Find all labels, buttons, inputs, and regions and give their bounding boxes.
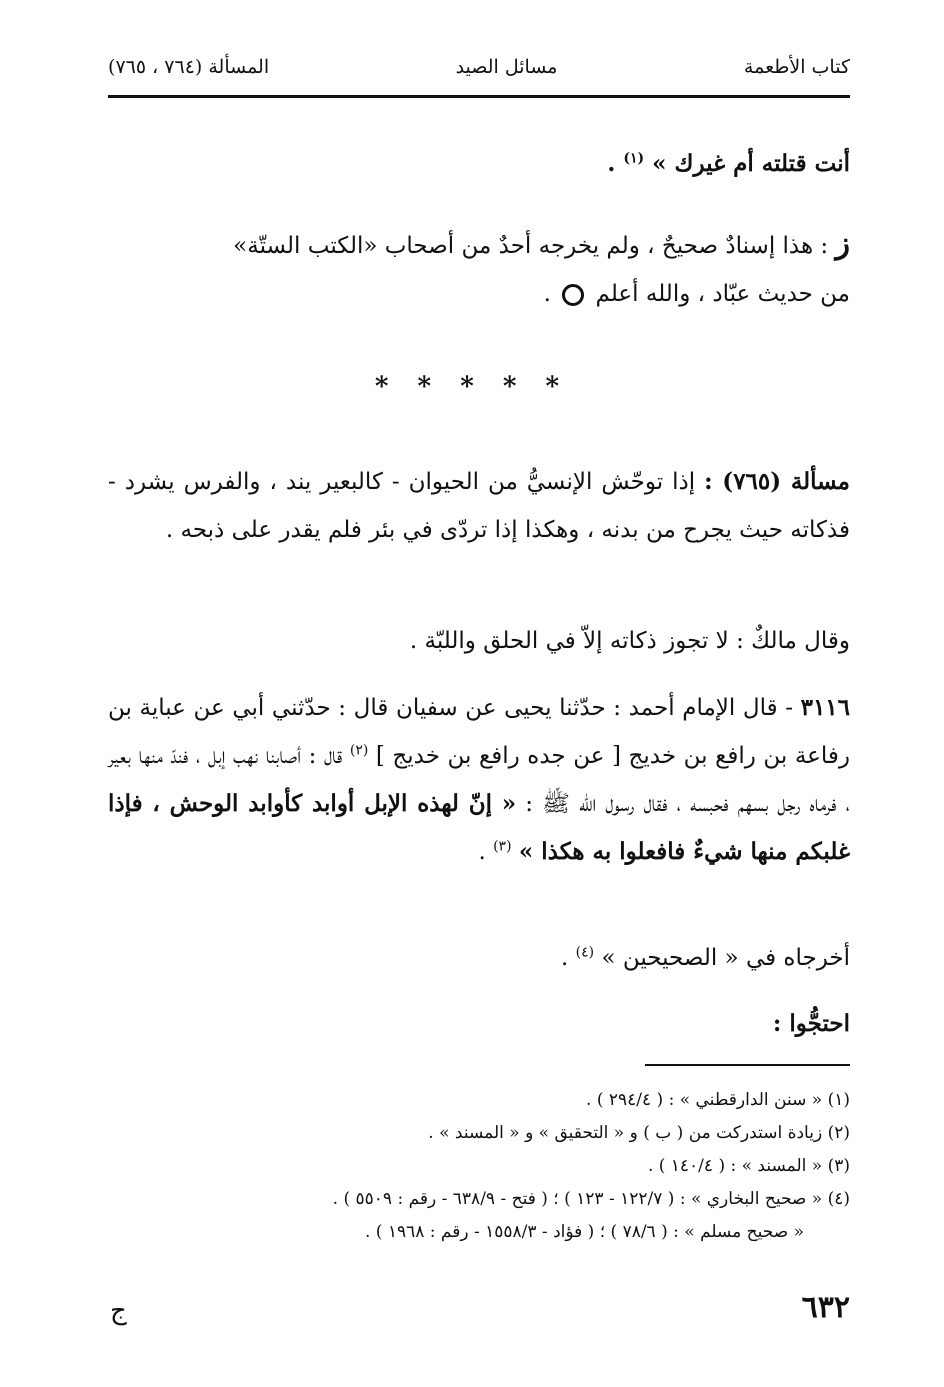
sentence-end: . — [543, 281, 551, 307]
header-book-title: كتاب الأطعمة — [743, 56, 850, 78]
akhraja-paragraph — [108, 934, 850, 982]
paragraph-quote-end — [108, 140, 850, 188]
ihtajju-block — [108, 1000, 850, 1048]
text-block-1 — [108, 140, 850, 188]
hadith-paragraph — [108, 684, 850, 876]
malik-block — [108, 617, 850, 665]
quote-end-text: أنت قتلته أم غيرك » — [652, 150, 850, 177]
footnote-4-continuation: « صحيح مسلم » : ( ٧٨/٦ ) ؛ ( فؤاد - ١٥٥٨/٣ - رقم : ١٩٦٨ ) . — [365, 1222, 804, 1242]
footnote-ref-3: (٣) — [493, 838, 512, 855]
issue-block — [108, 458, 850, 554]
sentence-end: . — [478, 839, 486, 865]
sentence-end: . — [561, 945, 569, 971]
footnote-1: (١) « سنن الدارقطني » : ( ٢٩٤/٤ ) . — [586, 1090, 850, 1110]
footnote-2: (٢) زيادة استدركت من ( ب ) و « التحقيق » و « المسند » . — [428, 1123, 850, 1143]
header-issue-range: المسألة (٧٦٤ ، ٧٦٥) — [108, 56, 270, 78]
commentary-text-2: من حديث عبّاد ، والله أعلم — [595, 281, 850, 307]
akhraja-block — [108, 934, 850, 982]
issue-paragraph — [108, 458, 850, 554]
hadith-isnad: - قال الإمام أحمد : حدّثنا يحيى عن سفيان قال : حدّثني أبي عن عباية بن رفاعة بن رافع بن خديج [ عن جده رافع بن خديج ] — [108, 695, 850, 769]
akhraja-text: أخرجاه في « الصحيحين » — [601, 945, 850, 971]
end-circle-icon — [562, 284, 584, 306]
text-block-2 — [108, 220, 850, 318]
footnote-3: (٣) « المسند » : ( ١٤٠/٤ ) . — [647, 1156, 850, 1176]
signature-mark: ج — [110, 1296, 127, 1326]
section-separator-stars: * * * * * — [374, 372, 570, 402]
footnote-ref-1: (١) — [623, 150, 645, 167]
footnote-rule — [645, 1064, 850, 1066]
footnotes — [108, 1084, 850, 1249]
hadith-block — [108, 684, 850, 876]
commentary-text-1: : هذا إسنادٌ صحيحٌ ، ولم يخرجه أحدٌ من أصحاب «الكتب الستّة» — [233, 233, 829, 259]
footnote-ref-4: (٤) — [575, 944, 595, 961]
page-number: ٦٣٢ — [801, 1290, 850, 1325]
header-rule — [108, 95, 850, 98]
footnote-ref-2: (٢) — [349, 742, 369, 759]
running-header — [108, 52, 850, 82]
hadith-prophetic-quote: « إنّ لهذه الإبل أوابد كأوابد الوحش ، فإذا غلبكم منها شيءٌ فافعلوا به هكذا » — [108, 790, 850, 865]
ihtajju-heading: احتجُّوا : — [772, 1010, 850, 1037]
hadith-number: ٣١١٦ — [800, 694, 851, 721]
hadith-narration: قال : أصابنا نهب إبل ، فندّ منها بعير ، فرماه رجل بسهم فحبسه ، فقال رسول الله ﷺ : — [108, 743, 850, 817]
malik-paragraph: وقال مالكٌ : لا تجوز ذكاته إلاّ في الحلق واللبّة . — [409, 628, 850, 654]
footnote-4: (٤) « صحيح البخاري » : ( ١٢٢/٧ - ١٢٣ ) ؛ ( فتح - ٦٣٨/٩ - رقم : ٥٥٠٩ ) . — [332, 1189, 850, 1209]
header-chapter-title: مسائل الصيد — [455, 56, 558, 78]
sentence-end: . — [607, 150, 616, 177]
issue-title: مسألة (٧٦٥) : — [704, 468, 851, 495]
commentary-marker: ز — [835, 226, 850, 261]
paragraph-commentary — [108, 220, 850, 318]
issue-text: إذا توحّش الإنسيُّ من الحيوان - كالبعير يند ، والفرس يشرد - فذكاته حيث يجرح من بدنه ، وهكذا إذا تردّى في بئر فلم يقدر على ذبحه . — [108, 469, 850, 543]
